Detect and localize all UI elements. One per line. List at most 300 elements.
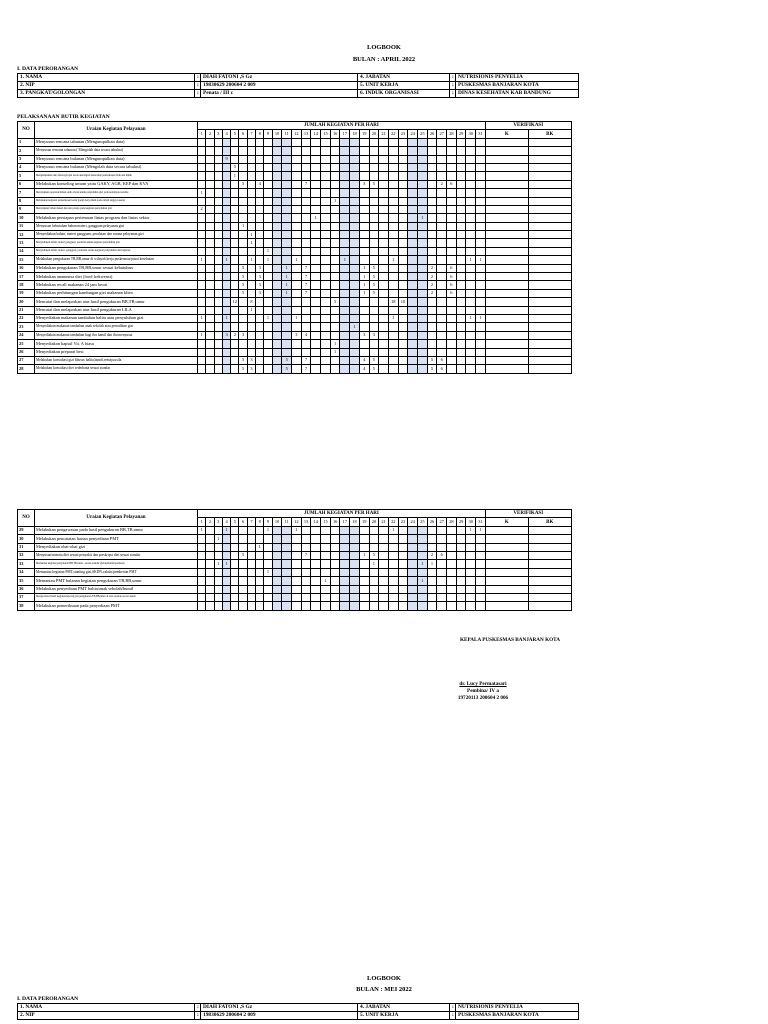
day-count-cell: [369, 585, 379, 593]
day-count-cell: [379, 298, 389, 306]
day-count-cell: [206, 560, 214, 568]
day-count-cell: [282, 526, 292, 534]
day-count-cell: [311, 543, 321, 551]
verif-bk-cell: [528, 256, 571, 264]
day-count-cell: [456, 323, 466, 331]
day-count-cell: [388, 331, 398, 339]
day-count-cell: [301, 340, 311, 348]
day-count-cell: [408, 239, 418, 247]
day-count-cell: 1: [388, 314, 398, 322]
day-count-cell: [301, 163, 311, 171]
day-count-cell: [388, 214, 398, 222]
day-count-cell: [427, 256, 437, 264]
day-count-cell: [301, 205, 311, 213]
day-count-cell: [417, 585, 427, 593]
day-count-cell: [408, 197, 418, 205]
day-number: 1: [198, 518, 206, 526]
verif-bk-cell: [528, 147, 571, 155]
day-count-cell: [301, 239, 311, 247]
day-count-cell: [427, 231, 437, 239]
day-count-cell: [408, 147, 418, 155]
activity-number: 11: [18, 222, 35, 230]
day-count-cell: [198, 273, 206, 281]
day-count-cell: [214, 577, 222, 585]
day-count-cell: [206, 593, 214, 601]
day-count-cell: [231, 289, 239, 297]
day-count-cell: [340, 172, 350, 180]
activity-number: 19: [18, 289, 35, 297]
activity-log-table: [17, 121, 572, 374]
day-count-cell: [272, 356, 282, 364]
day-count-cell: [321, 543, 331, 551]
day-count-cell: [198, 155, 206, 163]
day-count-cell: [301, 214, 311, 222]
day-count-cell: [369, 163, 379, 171]
day-count-cell: [476, 365, 486, 373]
day-count-cell: [379, 197, 389, 205]
verif-k-cell: [485, 231, 528, 239]
day-count-cell: [330, 214, 340, 222]
day-count-cell: [350, 543, 360, 551]
day-count-cell: [264, 180, 272, 188]
day-count-cell: [476, 340, 486, 348]
day-count-cell: [214, 222, 222, 230]
activity-description: Menyusun rencana bulanan (Mengolah data secara tabulasi): [35, 163, 198, 171]
day-count-cell: [447, 147, 457, 155]
day-count-cell: 1: [476, 256, 486, 264]
day-count-cell: 1: [311, 214, 321, 222]
verif-k-cell: [485, 138, 528, 146]
day-count-cell: [256, 172, 264, 180]
day-count-cell: [321, 331, 331, 339]
day-count-cell: [388, 306, 398, 314]
day-count-cell: 1: [330, 348, 340, 356]
day-count-cell: [206, 340, 214, 348]
day-number: 31: [476, 130, 486, 138]
activity-number: 18: [18, 281, 35, 289]
day-number: 21: [379, 518, 389, 526]
day-count-cell: [239, 306, 247, 314]
day-count-cell: [379, 180, 389, 188]
day-count-cell: [292, 602, 302, 610]
day-count-cell: [282, 222, 292, 230]
day-count-cell: [437, 155, 447, 163]
verif-k-cell: [485, 365, 528, 373]
day-count-cell: [321, 323, 331, 331]
day-count-cell: [321, 298, 331, 306]
day-count-cell: [239, 155, 247, 163]
personal-row: [18, 1012, 579, 1020]
day-number: 7: [247, 130, 255, 138]
day-count-cell: [427, 577, 437, 585]
day-count-cell: [231, 323, 239, 331]
day-count-cell: [214, 189, 222, 197]
activity-number: 31: [18, 543, 35, 551]
day-count-cell: [214, 356, 222, 364]
activity-row: [18, 138, 572, 146]
day-count-cell: 5: [427, 356, 437, 364]
day-count-cell: [398, 551, 408, 559]
verif-bk-cell: [528, 264, 571, 272]
day-count-cell: [231, 155, 239, 163]
day-count-cell: 2: [231, 331, 239, 339]
day-count-cell: [282, 568, 292, 576]
day-count-cell: [427, 205, 437, 213]
day-count-cell: 3: [256, 264, 264, 272]
day-count-cell: [369, 222, 379, 230]
day-count-cell: [330, 323, 340, 331]
day-count-cell: [340, 543, 350, 551]
day-count-cell: [198, 356, 206, 364]
day-count-cell: 2: [437, 180, 447, 188]
verif-k-cell: [485, 585, 528, 593]
day-count-cell: [301, 323, 311, 331]
day-count-cell: [321, 273, 331, 281]
day-count-cell: [466, 155, 476, 163]
day-count-cell: [417, 273, 427, 281]
day-count-cell: [239, 256, 247, 264]
day-count-cell: [408, 560, 418, 568]
day-count-cell: [256, 197, 264, 205]
day-count-cell: [476, 593, 486, 601]
day-count-cell: [311, 147, 321, 155]
day-count-cell: [476, 231, 486, 239]
day-count-cell: [198, 577, 206, 585]
verif-k-cell: [485, 535, 528, 543]
day-count-cell: [427, 331, 437, 339]
day-count-cell: [388, 247, 398, 255]
day-count-cell: [198, 289, 206, 297]
day-count-cell: [264, 593, 272, 601]
day-count-cell: [239, 189, 247, 197]
day-count-cell: [206, 306, 214, 314]
day-count-cell: [417, 264, 427, 272]
day-count-cell: 1: [264, 568, 272, 576]
day-count-cell: [417, 356, 427, 364]
day-count-cell: [447, 543, 457, 551]
day-count-cell: [311, 348, 321, 356]
day-count-cell: [264, 298, 272, 306]
day-count-cell: [379, 264, 389, 272]
day-count-cell: 2: [198, 205, 206, 213]
no-header: NO: [18, 510, 35, 527]
day-count-cell: 3: [369, 331, 379, 339]
day-count-cell: [231, 340, 239, 348]
day-count-cell: [456, 543, 466, 551]
day-count-cell: [239, 231, 247, 239]
day-count-cell: [388, 602, 398, 610]
day-count-cell: [437, 289, 447, 297]
day-count-cell: [214, 348, 222, 356]
day-count-cell: [272, 348, 282, 356]
verif-bk-cell: [528, 535, 571, 543]
day-count-cell: [408, 306, 418, 314]
signature-title: KEPALA PUSKESMAS BANJARAN KOTA: [460, 637, 560, 643]
day-count-cell: [321, 264, 331, 272]
day-count-cell: [398, 147, 408, 155]
day-count-cell: [466, 560, 476, 568]
day-count-cell: [264, 239, 272, 247]
day-number: 26: [427, 518, 437, 526]
day-count-cell: [447, 526, 457, 534]
day-number: 11: [282, 518, 292, 526]
day-count-cell: [222, 306, 230, 314]
activity-row: [18, 306, 572, 314]
verif-k-cell: [485, 543, 528, 551]
day-number: 16: [330, 518, 340, 526]
day-count-cell: [330, 543, 340, 551]
day-count-cell: [231, 247, 239, 255]
day-count-cell: [369, 197, 379, 205]
day-count-cell: [264, 264, 272, 272]
day-count-cell: [282, 314, 292, 322]
day-count-cell: [256, 239, 264, 247]
day-number: 30: [466, 518, 476, 526]
day-count-cell: [206, 568, 214, 576]
day-count-cell: [231, 314, 239, 322]
day-count-cell: [437, 239, 447, 247]
verif-bk-cell: [528, 543, 571, 551]
day-count-cell: [214, 340, 222, 348]
day-count-cell: [222, 356, 230, 364]
day-count-cell: [301, 247, 311, 255]
day-number: 6: [239, 518, 247, 526]
day-count-cell: [311, 585, 321, 593]
activity-row: [18, 247, 572, 255]
day-count-cell: 1: [330, 340, 340, 348]
section-personal-data-mei: I. DATA PERORANGAN: [17, 996, 79, 1002]
day-count-cell: [427, 526, 437, 534]
day-count-cell: [301, 543, 311, 551]
day-count-cell: 1: [231, 172, 239, 180]
day-count-cell: [456, 239, 466, 247]
day-count-cell: [282, 560, 292, 568]
day-number: 16: [330, 130, 340, 138]
day-count-cell: [408, 222, 418, 230]
day-count-cell: [359, 231, 369, 239]
days-header: JUMLAH KEGIATAN PER HARI: [198, 122, 486, 130]
day-count-cell: [264, 535, 272, 543]
day-count-cell: [476, 147, 486, 155]
day-count-cell: [417, 138, 427, 146]
day-count-cell: [476, 306, 486, 314]
day-count-cell: [330, 222, 340, 230]
day-number: 28: [447, 130, 457, 138]
day-count-cell: [214, 289, 222, 297]
day-count-cell: [239, 577, 247, 585]
day-count-cell: [447, 602, 457, 610]
day-count-cell: [408, 189, 418, 197]
day-count-cell: 1: [359, 273, 369, 281]
day-count-cell: 3: [239, 331, 247, 339]
day-number: 10: [272, 130, 282, 138]
day-count-cell: [282, 205, 292, 213]
day-count-cell: [417, 348, 427, 356]
logbook-title-mei: LOGBOOK: [367, 975, 401, 982]
day-count-cell: [239, 298, 247, 306]
day-count-cell: [379, 189, 389, 197]
day-count-cell: [214, 155, 222, 163]
day-count-cell: [447, 585, 457, 593]
day-count-cell: [476, 348, 486, 356]
day-count-cell: [398, 593, 408, 601]
day-count-cell: [408, 298, 418, 306]
day-count-cell: [437, 163, 447, 171]
activity-row: [18, 298, 572, 306]
day-count-cell: [388, 205, 398, 213]
personal-label: 1. NAMA: [18, 74, 195, 82]
day-number: 19: [359, 518, 369, 526]
verif-bk-cell: [528, 155, 571, 163]
day-number: 24: [408, 518, 418, 526]
day-count-cell: [206, 189, 214, 197]
day-count-cell: [466, 535, 476, 543]
day-count-cell: [231, 585, 239, 593]
verif-k-cell: [485, 314, 528, 322]
day-count-cell: 10: [398, 298, 408, 306]
day-count-cell: [447, 340, 457, 348]
day-count-cell: [206, 543, 214, 551]
day-count-cell: [311, 340, 321, 348]
day-count-cell: [369, 155, 379, 163]
day-count-cell: 7: [301, 264, 311, 272]
day-count-cell: [330, 365, 340, 373]
day-count-cell: [369, 256, 379, 264]
day-count-cell: [272, 568, 282, 576]
verif-k-cell: [485, 155, 528, 163]
day-count-cell: [350, 340, 360, 348]
day-count-cell: [398, 560, 408, 568]
verif-k-cell: [485, 323, 528, 331]
day-count-cell: [272, 180, 282, 188]
day-count-cell: [311, 239, 321, 247]
day-count-cell: [456, 189, 466, 197]
verif-bk-cell: [528, 356, 571, 364]
verif-bk-cell: [528, 189, 571, 197]
activity-row: [18, 172, 572, 180]
day-count-cell: [476, 189, 486, 197]
day-count-cell: [231, 273, 239, 281]
activity-number: 4: [18, 163, 35, 171]
day-count-cell: [231, 205, 239, 213]
day-count-cell: [427, 180, 437, 188]
day-count-cell: [321, 535, 331, 543]
day-count-cell: [206, 356, 214, 364]
day-count-cell: [456, 560, 466, 568]
day-count-cell: [256, 205, 264, 213]
verif-bk-cell: [528, 365, 571, 373]
day-count-cell: [292, 340, 302, 348]
activity-number: 16: [18, 264, 35, 272]
verif-k-cell: [485, 256, 528, 264]
day-count-cell: 1: [388, 256, 398, 264]
day-count-cell: [398, 568, 408, 576]
day-number: 2: [206, 518, 214, 526]
personal-value: DIAH FATONI ,S Gz: [201, 74, 358, 82]
activity-description: Melakukan persiapan pertemuan lintas program dan lintas sektor: [35, 214, 198, 222]
personal-value-2: PUSKESMAS BANJARAN KOTA: [456, 1012, 579, 1020]
day-count-cell: [330, 602, 340, 610]
activity-description: Menyusun rencana tahunan (Mengumpulkan data): [35, 138, 198, 146]
day-count-cell: [350, 138, 360, 146]
day-count-cell: [292, 163, 302, 171]
day-count-cell: [214, 214, 222, 222]
day-count-cell: [427, 568, 437, 576]
day-count-cell: 5: [330, 298, 340, 306]
day-count-cell: [231, 189, 239, 197]
day-count-cell: [256, 526, 264, 534]
day-count-cell: [340, 602, 350, 610]
day-count-cell: [398, 222, 408, 230]
verif-k-cell: [485, 214, 528, 222]
day-number: 11: [282, 130, 292, 138]
day-count-cell: [456, 602, 466, 610]
day-count-cell: [456, 340, 466, 348]
day-count-cell: [456, 535, 466, 543]
day-count-cell: [330, 180, 340, 188]
day-count-cell: [427, 298, 437, 306]
day-count-cell: [388, 289, 398, 297]
day-count-cell: [321, 289, 331, 297]
personal-label-2: 4. JABATAN: [358, 74, 450, 82]
day-count-cell: 7: [301, 281, 311, 289]
day-count-cell: [256, 214, 264, 222]
day-count-cell: [222, 535, 230, 543]
activity-description: Melakukan pengawasan pada hasil pengukuran BB,TB,umur: [35, 526, 198, 534]
day-count-cell: [301, 222, 311, 230]
day-number: 2: [206, 130, 214, 138]
day-count-cell: [256, 323, 264, 331]
day-count-cell: [379, 155, 389, 163]
day-count-cell: [292, 222, 302, 230]
day-count-cell: [398, 273, 408, 281]
day-count-cell: [198, 214, 206, 222]
day-count-cell: [330, 189, 340, 197]
day-count-cell: [466, 298, 476, 306]
day-count-cell: [340, 560, 350, 568]
day-count-cell: [272, 214, 282, 222]
day-count-cell: [388, 222, 398, 230]
day-count-cell: 3: [359, 331, 369, 339]
day-count-cell: 1: [417, 214, 427, 222]
day-count-cell: [350, 281, 360, 289]
day-count-cell: [272, 585, 282, 593]
day-count-cell: [292, 172, 302, 180]
activity-description: Mengumpulkan data fisiologis gizi secara kelompok mencakup pemeriksaan fisik dan klinik: [35, 172, 198, 180]
day-count-cell: [222, 551, 230, 559]
day-count-cell: [292, 551, 302, 559]
day-count-cell: [206, 247, 214, 255]
day-count-cell: [311, 155, 321, 163]
day-count-cell: [301, 568, 311, 576]
day-count-cell: [231, 197, 239, 205]
day-count-cell: [264, 323, 272, 331]
day-count-cell: [417, 298, 427, 306]
day-number: 13: [301, 130, 311, 138]
day-count-cell: [272, 526, 282, 534]
day-count-cell: [369, 247, 379, 255]
day-count-cell: [350, 602, 360, 610]
day-count-cell: [476, 543, 486, 551]
day-count-cell: 1: [282, 281, 292, 289]
day-count-cell: [247, 314, 255, 322]
personal-label: 1. NAMA: [18, 1004, 195, 1012]
day-count-cell: [437, 585, 447, 593]
day-count-cell: [214, 273, 222, 281]
day-count-cell: 1: [476, 526, 486, 534]
activity-number: 28: [18, 365, 35, 373]
day-count-cell: [282, 189, 292, 197]
